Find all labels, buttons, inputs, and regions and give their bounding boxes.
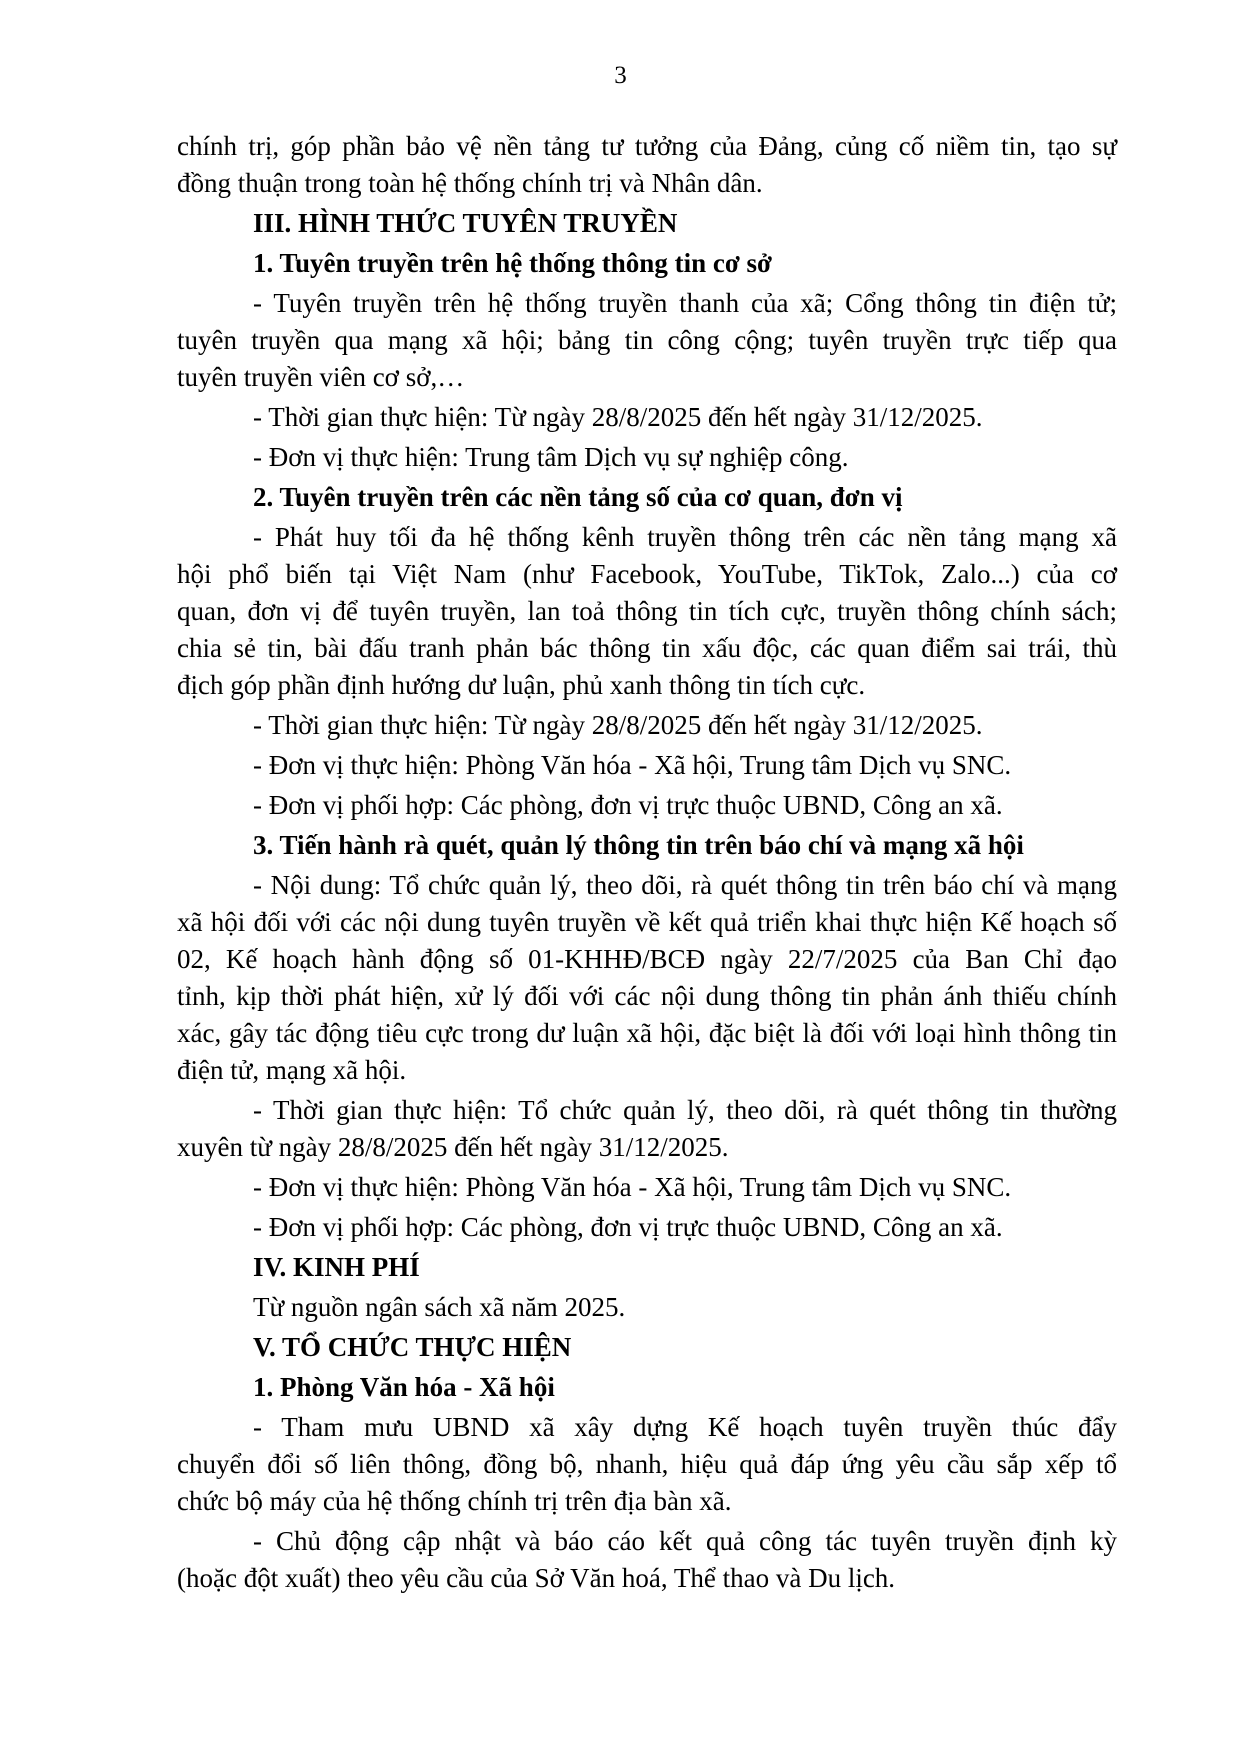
heading-line: 1. Tuyên truyền trên hệ thống thông tin cơ sở xyxy=(253,248,772,278)
text-line: - Phát huy tối đa hệ thống kênh truyền thông trên các nền tảng mạng xã xyxy=(253,522,1117,552)
section-heading-iii xyxy=(177,205,1117,242)
paragraph-continuation xyxy=(177,128,1117,202)
paragraph-item xyxy=(177,1289,1117,1326)
text-line: điện tử, mạng xã hội. xyxy=(177,1055,407,1085)
text-line: đồng thuận trong toàn hệ thống chính trị và Nhân dân. xyxy=(177,168,763,198)
text-line: tỉnh, kịp thời phát hiện, xử lý đối với các nội dung thông tin phản ánh thiếu chính xyxy=(177,981,1117,1011)
paragraph-item xyxy=(177,747,1117,784)
text-line: - Chủ động cập nhật và báo cáo kết quả công tác tuyên truyền định kỳ xyxy=(253,1526,1117,1556)
text-line: - Đơn vị thực hiện: Phòng Văn hóa - Xã hội, Trung tâm Dịch vụ SNC. xyxy=(253,1172,1012,1202)
text-line: địch góp phần định hướng dư luận, phủ xanh thông tin tích cực. xyxy=(177,670,866,700)
text-line: chính trị, góp phần bảo vệ nền tảng tư tưởng của Đảng, củng cố niềm tin, tạo sự xyxy=(177,131,1117,161)
text-line: xuyên từ ngày 28/8/2025 đến hết ngày 31/12/2025. xyxy=(177,1132,729,1162)
text-line: - Đơn vị thực hiện: Phòng Văn hóa - Xã hội, Trung tâm Dịch vụ SNC. xyxy=(253,750,1012,780)
paragraph-item xyxy=(177,285,1117,396)
text-line: Từ nguồn ngân sách xã năm 2025. xyxy=(253,1292,626,1322)
text-line: - Tham mưu UBND xã xây dựng Kế hoạch tuyên truyền thúc đẩy xyxy=(253,1412,1117,1442)
subheading-v-1 xyxy=(177,1369,1117,1406)
heading-line: 1. Phòng Văn hóa - Xã hội xyxy=(253,1372,555,1402)
text-line: tuyên truyền qua mạng xã hội; bảng tin công cộng; tuyên truyền trực tiếp qua xyxy=(177,325,1117,355)
heading-line: III. HÌNH THỨC TUYÊN TRUYỀN xyxy=(253,208,678,238)
text-line: xác, gây tác động tiêu cực trong dư luận xã hội, đặc biệt là đối với loại hình thông tin xyxy=(177,1018,1117,1048)
paragraph-item xyxy=(177,787,1117,824)
text-line: quan, đơn vị để tuyên truyền, lan toả thông tin tích cực, truyền thông chính sách; xyxy=(177,596,1117,626)
text-line: (hoặc đột xuất) theo yêu cầu của Sở Văn hoá, Thể thao và Du lịch. xyxy=(177,1563,896,1593)
section-heading-v xyxy=(177,1329,1117,1366)
text-line: chức bộ máy của hệ thống chính trị trên địa bàn xã. xyxy=(177,1486,732,1516)
subheading-1 xyxy=(177,245,1117,282)
page-number: 3 xyxy=(614,62,627,89)
text-line: - Đơn vị phối hợp: Các phòng, đơn vị trực thuộc UBND, Công an xã. xyxy=(253,1212,1003,1242)
text-line: - Tuyên truyền trên hệ thống truyền thanh của xã; Cổng thông tin điện tử; xyxy=(253,288,1117,318)
subheading-3 xyxy=(177,827,1117,864)
section-heading-iv xyxy=(177,1249,1117,1286)
text-line: - Thời gian thực hiện: Từ ngày 28/8/2025 đến hết ngày 31/12/2025. xyxy=(253,402,983,432)
paragraph-item xyxy=(177,707,1117,744)
paragraph-item xyxy=(177,439,1117,476)
text-line: - Thời gian thực hiện: Tổ chức quản lý, theo dõi, rà quét thông tin thường xyxy=(253,1095,1117,1125)
text-line: - Nội dung: Tổ chức quản lý, theo dõi, rà quét thông tin trên báo chí và mạng xyxy=(253,870,1117,900)
text-line: tuyên truyền viên cơ sở,… xyxy=(177,362,465,392)
text-line: xã hội đối với các nội dung tuyên truyền về kết quả triển khai thực hiện Kế hoạch số xyxy=(177,907,1117,937)
document-body xyxy=(177,128,1117,1597)
paragraph-item xyxy=(177,1169,1117,1206)
text-line: - Đơn vị phối hợp: Các phòng, đơn vị trực thuộc UBND, Công an xã. xyxy=(253,790,1003,820)
heading-line: V. TỔ CHỨC THỰC HIỆN xyxy=(253,1332,572,1362)
text-line: - Thời gian thực hiện: Từ ngày 28/8/2025 đến hết ngày 31/12/2025. xyxy=(253,710,983,740)
paragraph-item xyxy=(177,867,1117,1089)
text-line: 02, Kế hoạch hành động số 01-KHHĐ/BCĐ ngày 22/7/2025 của Ban Chỉ đạo xyxy=(177,944,1117,974)
paragraph-item xyxy=(177,399,1117,436)
subheading-2 xyxy=(177,479,1117,516)
text-line: chuyển đổi số liên thông, đồng bộ, nhanh, hiệu quả đáp ứng yêu cầu sắp xếp tổ xyxy=(177,1449,1117,1479)
text-line: hội phổ biến tại Việt Nam (như Facebook, YouTube, TikTok, Zalo...) của cơ xyxy=(177,559,1117,589)
paragraph-item xyxy=(177,1209,1117,1246)
heading-line: 2. Tuyên truyền trên các nền tảng số của cơ quan, đơn vị xyxy=(253,482,903,512)
text-line: chia sẻ tin, bài đấu tranh phản bác thông tin xấu độc, các quan điểm sai trái, thù xyxy=(177,633,1117,663)
paragraph-item xyxy=(177,519,1117,704)
heading-line: 3. Tiến hành rà quét, quản lý thông tin trên báo chí và mạng xã hội xyxy=(253,830,1024,860)
paragraph-item xyxy=(177,1092,1117,1166)
text-line: - Đơn vị thực hiện: Trung tâm Dịch vụ sự nghiệp công. xyxy=(253,442,849,472)
paragraph-item xyxy=(177,1409,1117,1520)
heading-line: IV. KINH PHÍ xyxy=(253,1252,420,1282)
paragraph-item xyxy=(177,1523,1117,1597)
